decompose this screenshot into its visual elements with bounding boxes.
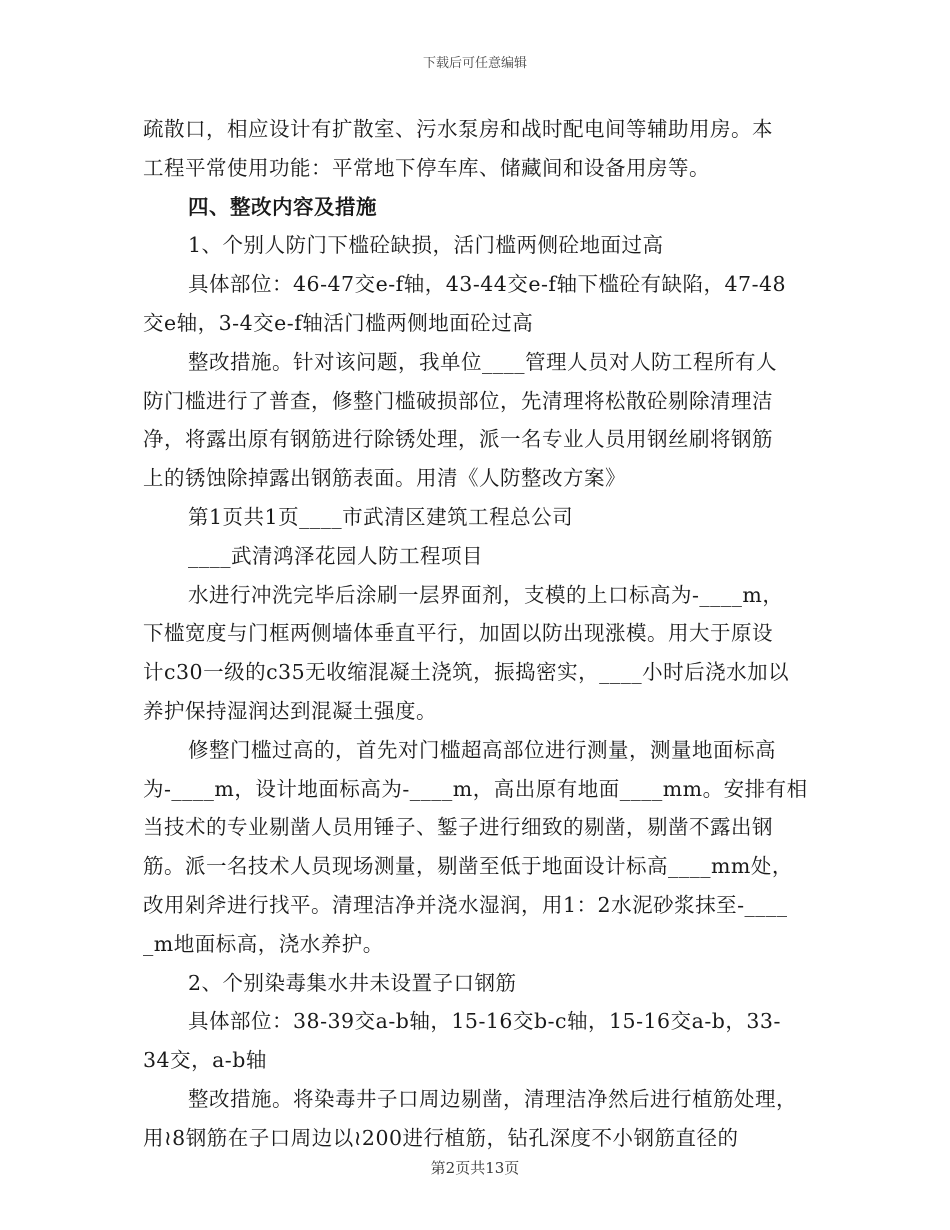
text-line: 养护保持湿润达到混凝土强度。 — [143, 698, 437, 723]
text-line: 防门槛进行了普查，修整门槛破损部位，先清理将松散砼剔除清理洁 — [143, 388, 773, 413]
text-line: 当技术的专业剔凿人员用锤子、錾子进行细致的剔凿，剔凿不露出钢 — [143, 815, 773, 840]
text-line: 净，将露出原有钢筋进行除锈处理，派一名专业人员用钢丝刷将钢筋 — [143, 427, 773, 452]
text-line: 整改措施。针对该问题，我单位____管理人员对人防工程所有人 — [188, 349, 777, 374]
text-line: 交e轴，3-4交e-f轴活门槛两侧地面砼过高 — [143, 310, 534, 335]
text-line: 具体部位：38-39交a-b轴，15-16交b-c轴，15-16交a-b，33- — [188, 1009, 781, 1034]
document-body — [143, 110, 813, 1158]
text-line: 工程平常使用功能：平常地下停车库、储藏间和设备用房等。 — [143, 155, 710, 180]
text-line: 疏散口，相应设计有扩散室、污水泵房和战时配电间等辅助用房。本 — [143, 117, 773, 141]
text-line: ____武清鸿泽花园人防工程项目 — [188, 543, 483, 568]
text-line: 水进行冲洗完毕后涂刷一层界面剂，支模的上口标高为-____m， — [188, 582, 784, 607]
subsection-heading: 2、个别染毒集水井未设置子口钢筋 — [188, 970, 517, 995]
text-line: 为-____m，设计地面标高为-____m，高出原有地面____mm。安排有相 — [143, 776, 808, 801]
text-line: 筋。派一名技术人员现场测量，剔凿至低于地面设计标高____mm处， — [143, 854, 793, 879]
text-line: 用≀8钢筋在子口周边以≀200进行植筋，钻孔深度不小钢筋直径的 — [143, 1125, 739, 1150]
text-line: 34交，a-b轴 — [143, 1048, 267, 1073]
subsection-heading: 1、个别人防门下槛砼缺损，活门槛两侧砼地面过高 — [188, 233, 664, 258]
text-line: 具体部位：46-47交e-f轴，43-44交e-f轴下槛砼有缺陷，47-48 — [188, 272, 787, 297]
page-footer: 第2页共13页 — [430, 1159, 520, 1177]
text-line: 上的锈蚀除掉露出钢筋表面。用清《人防整改方案》 — [143, 466, 626, 491]
text-line: 第1页共1页____市武清区建筑工程总公司 — [188, 504, 574, 529]
text-line: 计c30一级的c35无收缩混凝土浇筑，振捣密实，____小时后浇水加以 — [143, 660, 790, 685]
text-line: 修整门槛过高的，首先对门槛超高部位进行测量，测量地面标高 — [188, 737, 776, 762]
text-line: 整改措施。将染毒井子口周边剔凿，清理洁净然后进行植筋处理， — [188, 1086, 797, 1111]
page-header: 下载后可任意编辑 — [422, 56, 527, 71]
text-line: 改用剁斧进行找平。清理洁净并浇水湿润，用1：2水泥砂浆抹至-____ — [143, 892, 788, 917]
text-line: _m地面标高，浇水养护。 — [143, 931, 384, 956]
text-line: 下槛宽度与门框两侧墙体垂直平行，加固以防出现涨模。用大于原设 — [143, 621, 773, 646]
section-heading: 四、整改内容及措施 — [188, 194, 377, 219]
